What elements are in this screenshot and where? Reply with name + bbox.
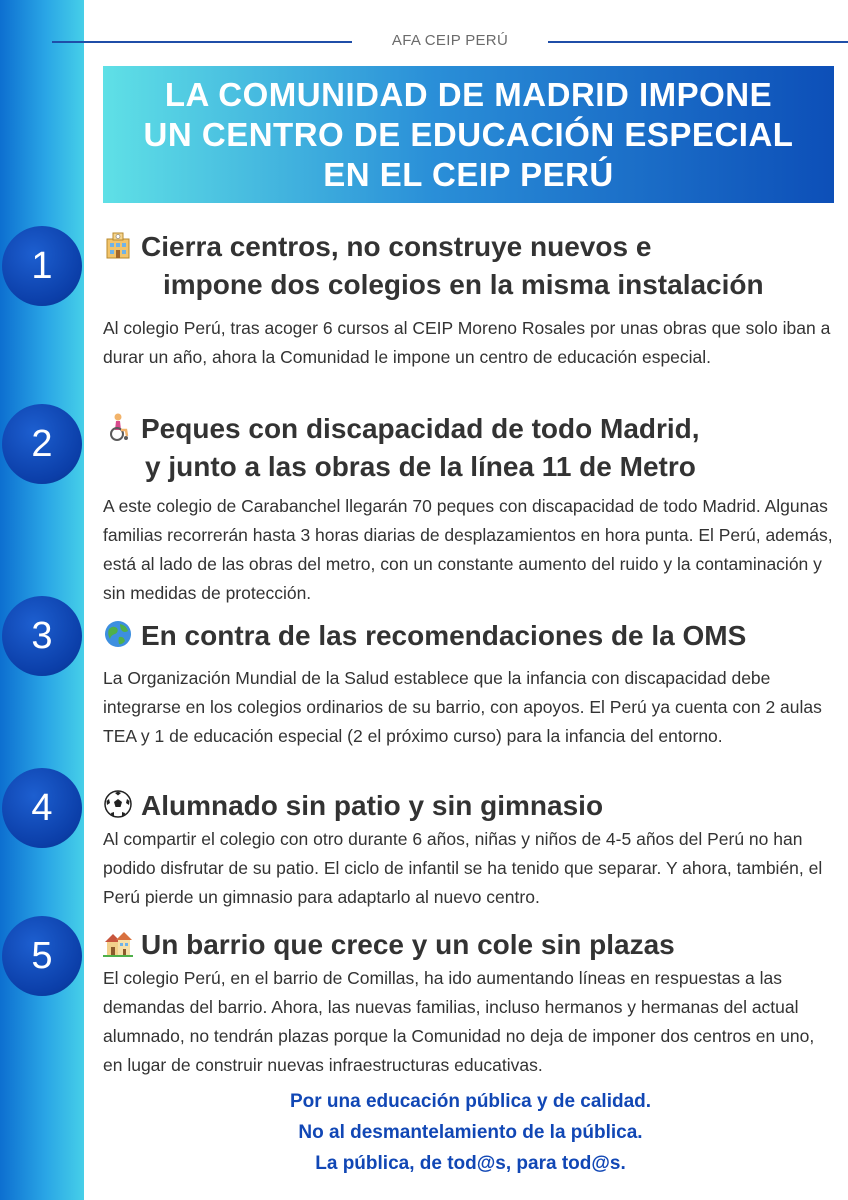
section-number-4: 4 <box>2 768 82 848</box>
organization-label: AFA CEIP PERÚ <box>391 32 509 49</box>
section-5-heading-line-1: Un barrio que crece y un cole sin plazas <box>141 929 675 960</box>
section-5-body: El colegio Perú, en el barrio de Comillas, ha ido aumentando líneas en respuestas a las demandas del barrio. Ahora, las nuevas familias, incluso hermanos y hermanas del actual alumnado, no tendrán plazas porque la Comunidad no deja de imponer dos centros en uno, en lugar de construir nuevas infraestructuras educativas. <box>103 968 815 1075</box>
title-line-2: UN CENTRO DE EDUCACIÓN ESPECIAL <box>143 115 794 153</box>
section-3-body: La Organización Mundial de la Salud establece que la infancia con discapacidad debe integrarse en los colegios ordinarios de su barrio, con apoyos. El Perú ya cuenta con 2 aulas TEA y 1 de educación especial (2 el próximo curso) para la infancia del entorno. <box>103 668 822 746</box>
section-2-heading-line-1: Peques con discapacidad de todo Madrid, <box>141 413 700 444</box>
section-1-heading <box>103 228 838 304</box>
footer-line-1: Por una educación pública y de calidad. <box>289 1091 652 1112</box>
section-2-body: A este colegio de Carabanchel llegarán 70 peques con discapacidad de todo Madrid. Algunas familias recorrerán hasta 3 horas diarias de desplazamientos en hora punta. El Perú, además, está al lado de las obras del metro, con un constante aumento del ruido y la contaminación y sin medidas de protección. <box>103 496 833 603</box>
section-4-heading-line-1: Alumnado sin patio y sin gimnasio <box>141 790 604 821</box>
section-3-heading-line-1: En contra de las recomendaciones de la OMS <box>141 620 747 651</box>
globe-icon <box>103 619 133 649</box>
section-3 <box>103 617 838 751</box>
section-3-heading <box>103 617 838 655</box>
section-number-2: 2 <box>2 404 82 484</box>
title-banner <box>103 66 834 203</box>
section-5-heading <box>103 926 838 964</box>
header-divider-left <box>52 41 352 43</box>
section-4-body: Al compartir el colegio con otro durante 6 años, niñas y niños de 4-5 años del Perú no han podido disfrutar de su patio. El ciclo de infantil se ha tenido que separar. Y ahora, también, el Perú pierde un gimnasio para adaptarlo al nuevo centro. <box>103 829 823 907</box>
soccer-ball-icon <box>103 789 133 819</box>
footer-slogans <box>103 1086 838 1179</box>
section-4 <box>103 787 838 912</box>
wheelchair-person-icon <box>103 412 133 442</box>
header-divider-right <box>548 41 848 43</box>
section-1-body: Al colegio Perú, tras acoger 6 cursos al CEIP Moreno Rosales por unas obras que solo iban a durar un año, ahora la Comunidad le impone un centro de educación especial. <box>103 318 831 367</box>
section-2 <box>103 410 838 608</box>
section-4-heading <box>103 787 838 825</box>
houses-icon <box>103 928 133 958</box>
footer-line-3: La pública, de tod@s, para tod@s. <box>315 1153 626 1174</box>
title-line-1: LA COMUNIDAD DE MADRID IMPONE <box>164 75 773 113</box>
section-number-1: 1 <box>2 226 82 306</box>
section-1 <box>103 228 838 372</box>
school-building-icon <box>103 230 133 260</box>
section-1-heading-line-1: Cierra centros, no construye nuevos e <box>141 231 652 262</box>
section-2-heading-line-2: y junto a las obras de la línea 11 de Metro <box>145 451 696 482</box>
section-5 <box>103 926 838 1080</box>
section-number-3: 3 <box>2 596 82 676</box>
section-1-heading-line-2: impone dos colegios en la misma instalación <box>163 269 764 300</box>
title-line-3: EN EL CEIP PERÚ <box>323 155 614 193</box>
section-2-heading <box>103 410 838 486</box>
footer-line-2: No al desmantelamiento de la pública. <box>298 1122 643 1143</box>
section-number-5: 5 <box>2 916 82 996</box>
